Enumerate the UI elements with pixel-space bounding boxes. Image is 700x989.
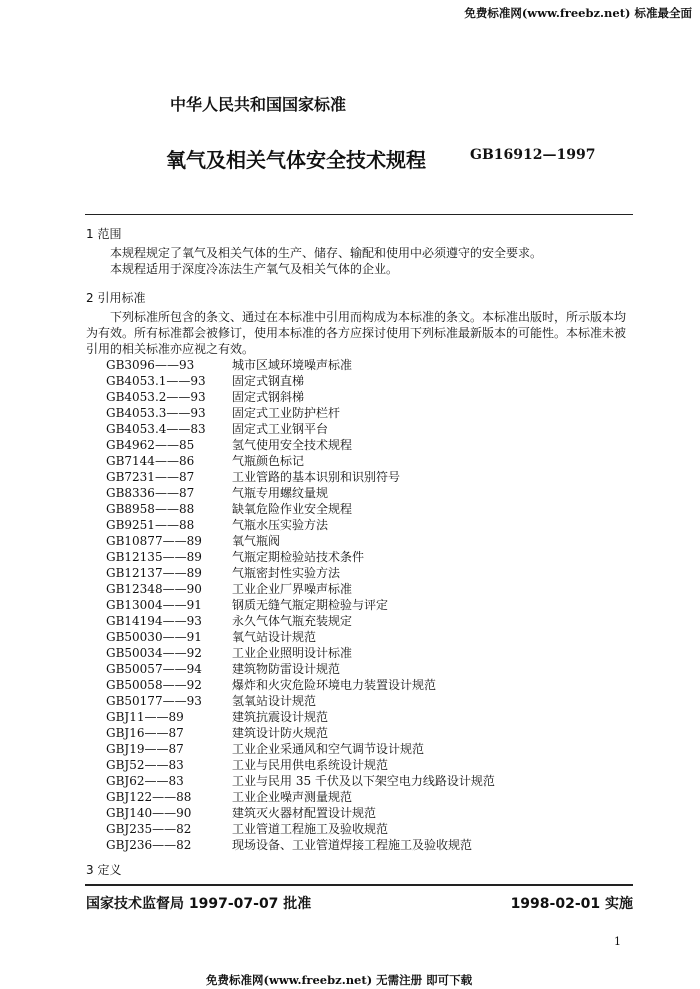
reference-item bbox=[106, 469, 495, 485]
reference-code: GB50030——91 bbox=[106, 630, 202, 644]
reference-title: 固定式钢斜梯 bbox=[232, 390, 305, 404]
reference-code: GB10877——89 bbox=[106, 534, 202, 548]
reference-title: 固定式钢直梯 bbox=[232, 374, 305, 388]
reference-item bbox=[106, 725, 495, 741]
reference-item bbox=[106, 533, 495, 549]
reference-title: 气瓶颜色标记 bbox=[232, 454, 305, 468]
reference-code: GB4053.2——93 bbox=[106, 390, 206, 404]
reference-title: 钢质无缝气瓶定期检验与评定 bbox=[232, 598, 389, 612]
reference-title: 建筑抗震设计规范 bbox=[232, 710, 329, 724]
reference-code: GB9251——88 bbox=[106, 518, 195, 532]
reference-title: 固定式工业钢平台 bbox=[232, 422, 329, 436]
reference-title: 固定式工业防护栏杆 bbox=[232, 406, 341, 420]
reference-title: 氧气站设计规范 bbox=[232, 630, 317, 644]
reference-code: GB8958——88 bbox=[106, 502, 195, 516]
reference-code: GB4053.3——93 bbox=[106, 406, 206, 420]
reference-title: 建筑设计防火规范 bbox=[232, 726, 329, 740]
effective-date: 1998-02-01 实施 bbox=[510, 896, 633, 912]
reference-code: GB14194——93 bbox=[106, 614, 202, 628]
reference-item bbox=[106, 453, 495, 469]
reference-title: 氢气使用安全技术规程 bbox=[232, 438, 353, 452]
approval-info: 国家技术监督局 1997-07-07 批准 bbox=[86, 896, 312, 912]
footer-divider bbox=[85, 884, 633, 886]
reference-title: 气瓶密封性实验方法 bbox=[232, 566, 341, 580]
reference-code: GB50177——93 bbox=[106, 694, 202, 708]
reference-title: 工业管路的基本识别和识别符号 bbox=[232, 470, 401, 484]
reference-code: GBJ11——89 bbox=[106, 710, 184, 724]
reference-item bbox=[106, 709, 495, 725]
reference-item bbox=[106, 629, 495, 645]
reference-title: 建筑灭火器材配置设计规范 bbox=[232, 806, 377, 820]
reference-code: GBJ52——83 bbox=[106, 758, 184, 772]
reference-title: 建筑物防雷设计规范 bbox=[232, 662, 341, 676]
section-scope-body bbox=[86, 245, 634, 277]
reference-code: GB7231——87 bbox=[106, 470, 195, 484]
reference-item bbox=[106, 661, 495, 677]
reference-code: GB12348——90 bbox=[106, 582, 202, 596]
reference-code: GB4053.1——93 bbox=[106, 374, 206, 388]
reference-title: 气瓶专用螺纹量规 bbox=[232, 486, 329, 500]
reference-title: 工业企业采通风和空气调节设计规范 bbox=[232, 742, 425, 756]
reference-item bbox=[106, 805, 495, 821]
reference-item bbox=[106, 789, 495, 805]
section-heading-references: 2 引用标准 bbox=[86, 291, 146, 305]
reference-item bbox=[106, 773, 495, 789]
reference-code: GB4962——85 bbox=[106, 438, 195, 452]
reference-code: GBJ140——90 bbox=[106, 806, 192, 820]
reference-item bbox=[106, 437, 495, 453]
reference-code: GB8336——87 bbox=[106, 486, 195, 500]
reference-code: GBJ236——82 bbox=[106, 838, 192, 852]
reference-item bbox=[106, 357, 495, 373]
reference-code: GB50058——92 bbox=[106, 678, 202, 692]
paragraph: 本规程规定了氧气及相关气体的生产、储存、输配和使用中必须遵守的安全要求。 bbox=[110, 246, 543, 260]
reference-code: GBJ235——82 bbox=[106, 822, 192, 836]
reference-title: 工业企业厂界噪声标准 bbox=[232, 582, 353, 596]
reference-code: GB7144——86 bbox=[106, 454, 195, 468]
reference-title: 氢氧站设计规范 bbox=[232, 694, 317, 708]
section-references-body bbox=[86, 309, 634, 357]
reference-title: 爆炸和火灾危险环境电力装置设计规范 bbox=[232, 678, 437, 692]
footer-watermark: 免费标准网(www.freebz.net) 无需注册 即可下载 bbox=[206, 973, 473, 987]
reference-title: 现场设备、工业管道焊接工程施工及验收规范 bbox=[232, 838, 473, 852]
reference-title: 工业管道工程施工及验收规范 bbox=[232, 822, 389, 836]
reference-title: 城市区域环境噪声标准 bbox=[232, 358, 353, 372]
reference-code: GB12137——89 bbox=[106, 566, 202, 580]
reference-item bbox=[106, 821, 495, 837]
reference-item bbox=[106, 597, 495, 613]
standard-code: GB16912—1997 bbox=[470, 147, 596, 163]
reference-code: GB3096——93 bbox=[106, 358, 195, 372]
reference-code: GBJ122——88 bbox=[106, 790, 192, 804]
reference-code: GB13004——91 bbox=[106, 598, 202, 612]
reference-title: 气瓶水压实验方法 bbox=[232, 518, 329, 532]
reference-item bbox=[106, 373, 495, 389]
reference-title: 工业与民用供电系统设计规范 bbox=[232, 758, 389, 772]
reference-item bbox=[106, 613, 495, 629]
reference-title: 缺氧危险作业安全规程 bbox=[232, 502, 353, 516]
header-watermark: 免费标准网(www.freebz.net) 标准最全面 bbox=[464, 6, 692, 20]
reference-code: GBJ62——83 bbox=[106, 774, 184, 788]
reference-item bbox=[106, 677, 495, 693]
reference-item bbox=[106, 741, 495, 757]
page-number: 1 bbox=[614, 935, 621, 948]
reference-item bbox=[106, 581, 495, 597]
reference-item bbox=[106, 757, 495, 773]
title-divider bbox=[85, 214, 633, 215]
reference-code: GB4053.4——83 bbox=[106, 422, 206, 436]
reference-list bbox=[106, 357, 495, 853]
paragraph: 下列标准所包含的条文、通过在本标准中引用而构成为本标准的条文。本标准出版时，所示版本均为有效。所有标准都会被修订，使用本标准的各方应探讨使用下列标准最新版本的可能性。本标准未被引用的相关标准亦应视之有效。 bbox=[86, 310, 627, 356]
reference-item bbox=[106, 837, 495, 853]
reference-item bbox=[106, 389, 495, 405]
reference-code: GB12135——89 bbox=[106, 550, 202, 564]
section-heading-definitions: 3 定义 bbox=[86, 863, 122, 877]
reference-item bbox=[106, 485, 495, 501]
reference-code: GBJ19——87 bbox=[106, 742, 184, 756]
reference-item bbox=[106, 549, 495, 565]
paragraph: 本规程适用于深度冷冻法生产氧气及相关气体的企业。 bbox=[110, 262, 399, 276]
reference-title: 工业企业照明设计标准 bbox=[232, 646, 353, 660]
reference-item bbox=[106, 565, 495, 581]
reference-item bbox=[106, 405, 495, 421]
reference-code: GB50034——92 bbox=[106, 646, 202, 660]
reference-item bbox=[106, 693, 495, 709]
reference-item bbox=[106, 501, 495, 517]
reference-code: GBJ16——87 bbox=[106, 726, 184, 740]
reference-title: 工业企业噪声测量规范 bbox=[232, 790, 353, 804]
reference-title: 永久气体气瓶充装规定 bbox=[232, 614, 353, 628]
reference-title: 氧气瓶阀 bbox=[232, 534, 281, 548]
reference-item bbox=[106, 517, 495, 533]
reference-title: 气瓶定期检验站技术条件 bbox=[232, 550, 365, 564]
document-title: 氧气及相关气体安全技术规程 bbox=[166, 148, 426, 172]
reference-code: GB50057——94 bbox=[106, 662, 202, 676]
reference-item bbox=[106, 645, 495, 661]
section-heading-scope: 1 范围 bbox=[86, 227, 122, 241]
reference-item bbox=[106, 421, 495, 437]
country-standard-label: 中华人民共和国国家标准 bbox=[170, 95, 347, 114]
reference-title: 工业与民用 35 千伏及以下架空电力线路设计规范 bbox=[232, 774, 495, 788]
